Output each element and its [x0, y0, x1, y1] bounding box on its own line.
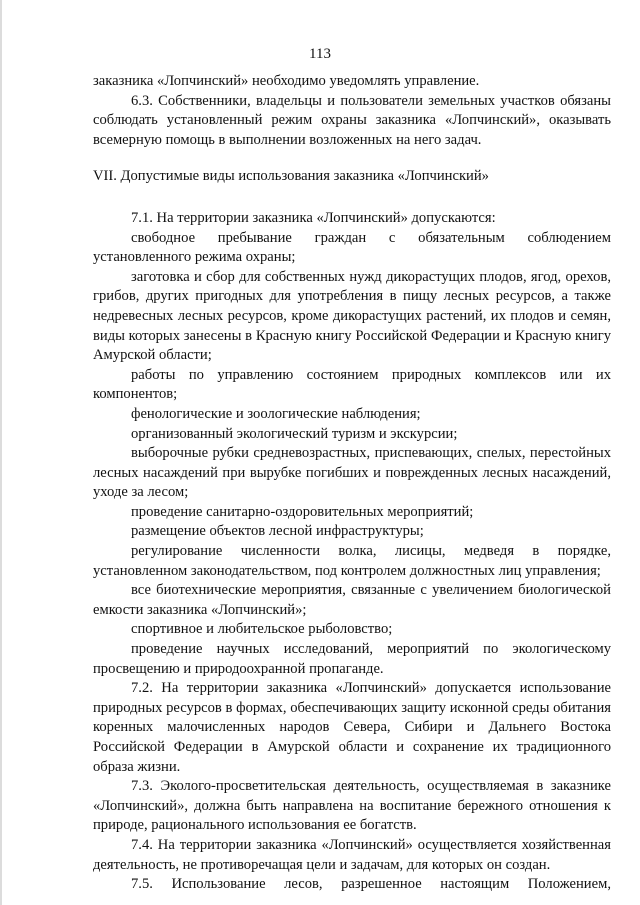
list-item: заготовка и сбор для собственных нужд дикорастущих плодов, ягод, орехов, грибов, других пригодных для употребления в пищу лесных ресурсов, а также недревесных лесных ресурсов, кроме дикорастущих растений, их плодов и семян, виды которых занесены в Красную книгу Российской Федерации и Красную книгу Амурской области; [93, 268, 611, 364]
paragraph-6-3: 6.3. Собственники, владельцы и пользователи земельных участков обязаны соблюдать установленный режим охраны заказника «Лопчинский», оказывать всемерную помощь в выполнении возложенных на него задач. [93, 92, 611, 148]
list-item: работы по управлению состоянием природных комплексов или их компонентов; [93, 366, 611, 403]
word: настоящим [440, 876, 510, 893]
word: 7.5. [131, 876, 153, 893]
section-heading: VII. Допустимые виды использования заказника «Лопчинский» [93, 168, 489, 185]
scan-edge [0, 0, 2, 905]
word: Положением, [527, 876, 611, 893]
list-item: проведение санитарно-оздоровительных мероприятий; [131, 503, 474, 520]
paragraph-7-2: 7.2. На территории заказника «Лопчинский» допускается использование природных ресурсов в формах, обеспечивающих защиту исконной среды обитания коренных малочисленных народов Севера, Сибири и Дальнего Востока Российской Федерации в Амурской области и сохранение их традиционного образа жизни. [93, 680, 611, 775]
list-item: свободное пребывание граждан с обязательным соблюдением установленного режима охраны; [93, 229, 611, 266]
list-item: проведение научных исследований, мероприятий по экологическому просвещению и природоохранной пропаганде. [93, 641, 611, 677]
word: разрешенное [341, 876, 422, 893]
paragraph-7-3: 7.3. Эколого-просветительская деятельность, осуществляемая в заказнике «Лопчинский», должна быть направлена на воспитание бережного отношения к природе, рационального использования ее богатств. [93, 778, 611, 834]
paragraph-continuation: заказника «Лопчинский» необходимо уведомлять управление. [93, 73, 480, 89]
list-item: организованный экологический туризм и экскурсии; [131, 425, 458, 442]
list-item: спортивное и любительское рыболовство; [131, 621, 393, 638]
paragraph-7-5-first-line [93, 875, 611, 895]
word: лесов, [284, 876, 323, 893]
list-item: фенологические и зоологические наблюдения; [131, 405, 421, 422]
list-item: размещение объектов лесной инфраструктуры; [131, 523, 424, 540]
list-item: регулирование численности волка, лисицы, медведя в порядке, установленном законодательством, под контролем должностных лиц управления; [93, 543, 611, 579]
list-item: все биотехнические мероприятия, связанные с увеличением биологической емкости заказника «Лопчинский»; [93, 582, 611, 618]
word: Использование [171, 876, 266, 893]
page-number: 113 [309, 46, 331, 62]
document-body [93, 72, 611, 895]
paragraph-7-1: 7.1. На территории заказника «Лопчинский» допускаются: [131, 209, 496, 226]
paragraph-7-4: 7.4. На территории заказника «Лопчинский» осуществляется хозяйственная деятельность, не противоречащая цели и задачам, для которых он создан. [93, 836, 611, 873]
list-item: выборочные рубки средневозрастных, приспевающих, спелых, перестойных лесных насаждений при вырубке погибших и поврежденных лесных насаждений, уходе за лесом; [93, 445, 611, 501]
